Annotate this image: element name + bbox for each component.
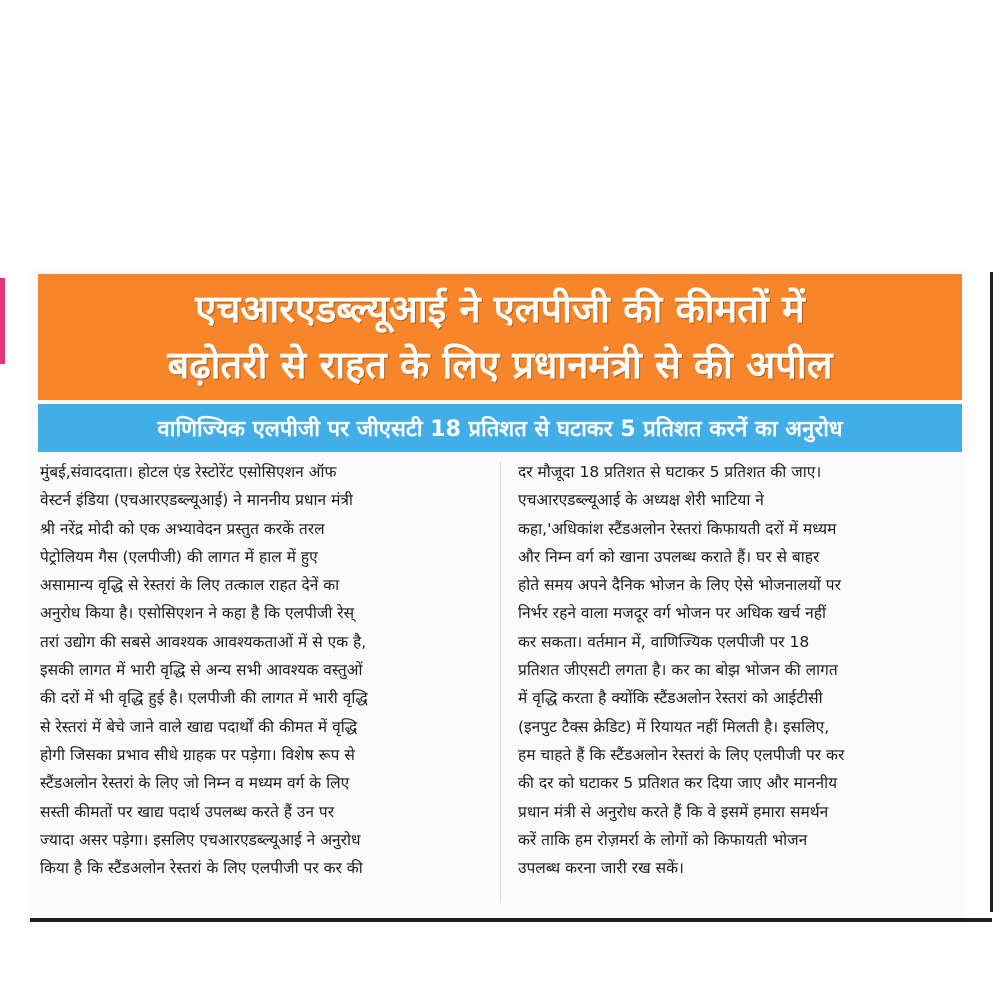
column-line: से रेस्तरां में बेचे जाने वाले खाद्य पदार्थों की कीमत में वृद्धि xyxy=(40,717,358,736)
column-line: निर्भर रहने वाला मजदूर वर्ग भोजन पर अधिक खर्च नहीं xyxy=(518,604,827,623)
column-line: (इनपुट टैक्स क्रेडिट) में रियायत नहीं मिलती है। इसलिए, xyxy=(518,717,830,736)
bottom-rule xyxy=(30,918,992,922)
headline-line-1: एचआरएडब्ल्यूआई ने एलपीजी की कीमतों में xyxy=(195,287,805,331)
right-edge-mark xyxy=(990,272,993,912)
column-divider xyxy=(500,462,501,902)
headline-banner xyxy=(38,274,962,400)
column-line: कहा,'अधिकांश स्टैंडअलोन रेस्तरां किफायती दरों में मध्यम xyxy=(518,519,837,538)
column-line: प्रतिशत जीएसटी लगता है। कर का बोझ भोजन की लागत xyxy=(518,661,838,680)
column-line: मुंबई,संवाददाता। होटल एंड रेस्टोरेंट एसोसिएशन ऑफ xyxy=(40,463,337,481)
column-line: वेस्टर्न इंडिया (एचआरएडब्ल्यूआई) ने माननीय प्रधान मंत्री xyxy=(40,491,353,510)
column-line: असामान्य वृद्धि से रेस्तरां के लिए तत्काल राहत देनें का xyxy=(40,576,340,595)
column-line: उपलब्ध करना जारी रख सकें। xyxy=(518,859,684,878)
column-line: होते समय अपने दैनिक भोजन के लिए ऐसे भोजनालयों पर xyxy=(518,576,841,595)
column-line: कर सकता। वर्तमान में, वाणिज्यिक एलपीजी पर 18 xyxy=(518,632,810,651)
column-line: दर मौजूदा 18 प्रतिशत से घटाकर 5 प्रतिशत की जाए। xyxy=(518,463,822,481)
column-line: होगी जिसका प्रभाव सीधे ग्राहक पर पड़ेगा। विशेष रूप से xyxy=(40,745,355,764)
column-line: सस्ती कीमतों पर खाद्य पदार्थ उपलब्ध करते हैं उन पर xyxy=(40,802,335,821)
left-edge-mark xyxy=(0,278,5,364)
headline-line-2: बढ़ोतरी से राहत के लिए प्रधानमंत्री से की अपील xyxy=(167,343,833,387)
column-line: प्रधान मंत्री से अनुरोध करते हैं कि वे इसमें हमारा समर्थन xyxy=(518,802,829,821)
column-line: श्री नरेंद्र मोदी को एक अभ्यावेदन प्रस्तुत करकें तरल xyxy=(40,519,325,538)
column-line: इसकी लागत में भारी वृद्धि से अन्य सभी आवश्यक वस्तुओं xyxy=(40,661,363,680)
subheadline-banner xyxy=(38,404,962,452)
column-line: एचआरएडब्ल्यूआई के अध्यक्ष शेरी भाटिया ने xyxy=(518,491,764,510)
column-line: में वृद्धि करता है क्योंकि स्टैंडअलोन रेस्तरां को आईटीसी xyxy=(518,689,823,708)
column-line: की दर को घटाकर 5 प्रतिशत कर दिया जाए और माननीय xyxy=(518,774,838,793)
subheadline-text: वाणिज्यिक एलपीजी पर जीएसटी 18 प्रतिशत से घटाकर 5 प्रतिशत करनें का अनुरोध xyxy=(157,417,843,442)
column-line: स्टैंडअलोन रेस्तरां के लिए जो निम्न व मध्यम वर्ग के लिए xyxy=(40,774,350,793)
column-line: पेट्रोलियम गैस (एलपीजी) की लागत में हाल में हुए xyxy=(40,547,318,566)
column-line: और निम्न वर्ग को खाना उपलब्ध कराते हैं। घर से बाहर xyxy=(518,547,820,566)
column-line: किया है कि स्टैंडअलोन रेस्तरां के लिए एलपीजी पर कर की xyxy=(40,859,363,878)
column-line: की दरों में भी वृद्धि हुई है। एलपीजी की लागत में भारी वृद्धि xyxy=(40,689,368,708)
column-line: करें ताकि हम रोज़मर्रा के लोगों को किफायती भोजन xyxy=(518,830,808,849)
column-line: अनुरोध किया है। एसोसिएशन ने कहा है कि एलपीजी रेस् xyxy=(40,604,355,623)
article-column-left xyxy=(40,458,486,882)
article-column-right xyxy=(518,458,964,882)
column-line: हम चाहते हैं कि स्टैंडअलोन रेस्तरां के लिए एलपीजी पर कर xyxy=(518,745,845,764)
column-line: तरां उद्योग की सबसे आवश्यक आवश्यकताओं में से एक है, xyxy=(40,632,367,651)
column-line: ज्यादा असर पड़ेगा। इसलिए एचआरएडब्ल्यूआई ने अनुरोध xyxy=(40,830,361,849)
